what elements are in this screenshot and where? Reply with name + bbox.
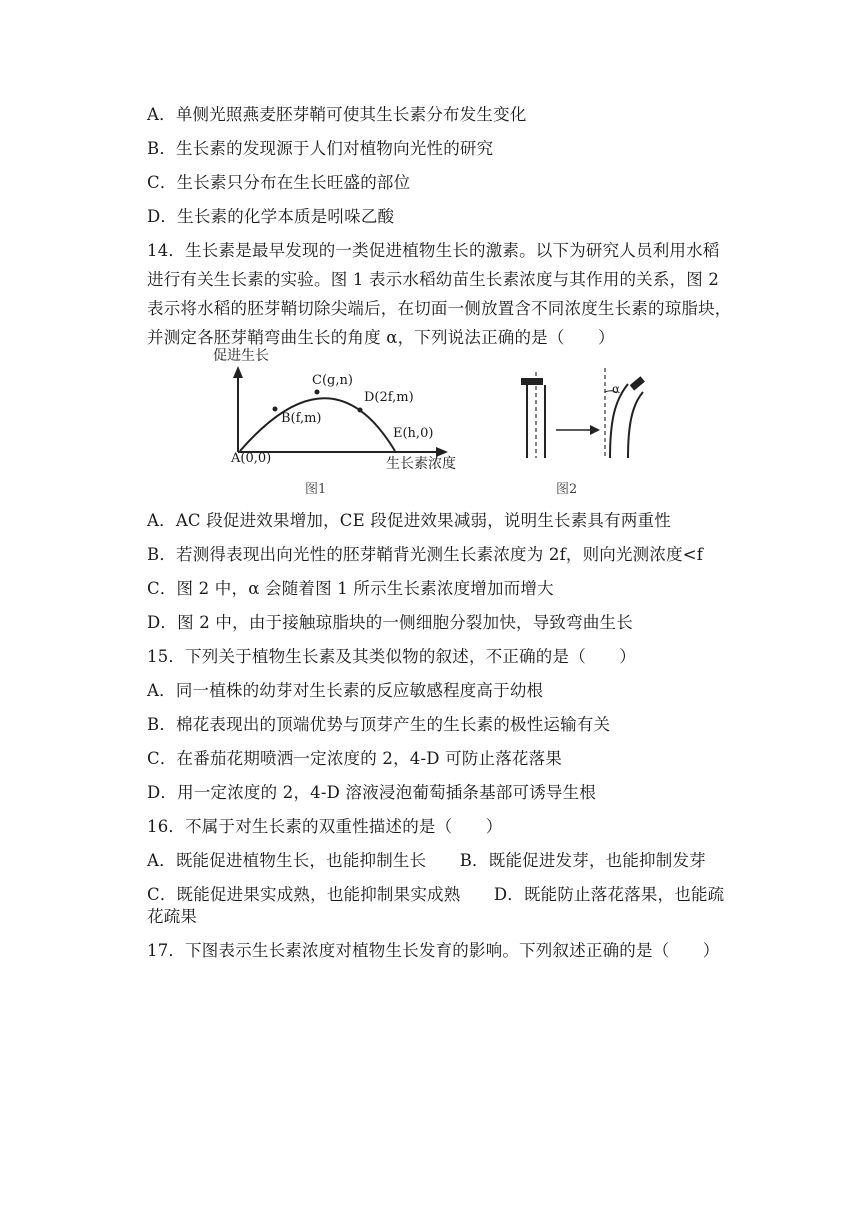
q13-option-c: C．生长素只分布在生长旺盛的部位: [147, 173, 411, 192]
figure-2: [521, 368, 645, 497]
fig1-x-axis-label: 生长素浓度: [386, 456, 456, 472]
q14-option-a: A．AC 段促进效果增加，CE 段促进效果减弱，说明生长素具有两重性: [147, 511, 671, 530]
fig1-y-axis-label: 促进生长: [213, 348, 269, 364]
q17-stem: 17．下图表示生长素浓度对植物生长发育的影响。下列叙述正确的是（ ）: [147, 941, 720, 960]
fig1-point-c: [315, 390, 320, 395]
q15-option-d: D．用一定浓度的 2，4-D 溶液浸泡葡萄插条基部可诱导生根: [147, 783, 597, 802]
q14-stem-line-3: 表示将水稻的胚芽鞘切除尖端后，在切面一侧放置含不同浓度生长素的琼脂块，: [147, 299, 732, 318]
q16-stem: 16．不属于对生长素的双重性描述的是（ ）: [147, 817, 503, 836]
q14-stem-line-1: 14．生长素是最早发现的一类促进植物生长的激素。以下为研究人员利用水稻: [147, 241, 720, 260]
q14-stem-line-4: 并测定各胚芽鞘弯曲生长的角度 α，下列说法正确的是（ ）: [147, 328, 615, 347]
fig1-label-c: C(g,n): [312, 373, 353, 388]
q13-option-b: B．生长素的发现源于人们对植物向光性的研究: [147, 139, 494, 158]
fig1-label-b: B(f,m): [281, 411, 322, 426]
fig2-arrow-head: [590, 425, 600, 435]
q16-options-cd-wrap: 花疏果: [147, 907, 198, 926]
q15-option-a: A．同一植株的幼芽对生长素的反应敏感程度高于幼根: [147, 681, 544, 700]
fig1-label-e: E(h,0): [393, 426, 434, 441]
q15-stem: 15．下列关于植物生长素及其类似物的叙述，不正确的是（ ）: [147, 647, 636, 666]
q13-option-a: A．单侧光照燕麦胚芽鞘可使其生长素分布发生变化: [147, 105, 527, 124]
q14-option-d: D．图 2 中，由于接触琼脂块的一侧细胞分裂加快，导致弯曲生长: [147, 613, 633, 632]
q15-option-c: C．在番茄花期喷洒一定浓度的 2，4-D 可防止落花落果: [147, 749, 563, 768]
q14-stem-line-2: 进行有关生长素的实验。图 1 表示水稻幼苗生长素浓度与其作用的关系，图 2: [147, 270, 720, 289]
figure-1: [213, 347, 456, 497]
q15-option-b: B．棉花表现出的顶端优势与顶芽产生的生长素的极性运输有关: [147, 715, 611, 734]
fig2-left-agar-block: [521, 378, 543, 385]
fig2-angle-label: α: [612, 382, 621, 396]
fig2-right-outline-outer: [628, 392, 643, 458]
q16-options-ab: A．既能促进植物生长，也能抑制生长 B．既能促进发芽，也能抑制发芽: [147, 851, 706, 870]
fig2-right-agar-block: [630, 376, 645, 390]
fig1-y-arrow: [233, 366, 243, 378]
fig1-point-d: [358, 408, 363, 413]
q13-option-d: D．生长素的化学本质是吲哚乙酸: [147, 207, 395, 226]
q16-options-cd: C．既能促进果实成熟，也能抑制果实成熟 D．既能防止落花落果，也能疏: [147, 885, 725, 904]
fig1-point-b: [273, 407, 278, 412]
fig1-caption: 图1: [305, 482, 327, 497]
q14-option-b: B．若测得表现出向光性的胚芽鞘背光测生长素浓度为 2f，则向光测浓度<f: [147, 545, 704, 564]
q14-option-c: C．图 2 中，α 会随着图 1 所示生长素浓度增加而增大: [147, 579, 554, 598]
fig2-caption: 图2: [556, 482, 578, 497]
fig1-label-d: D(2f,m): [364, 390, 414, 405]
fig1-label-a: A(0,0): [231, 451, 272, 466]
